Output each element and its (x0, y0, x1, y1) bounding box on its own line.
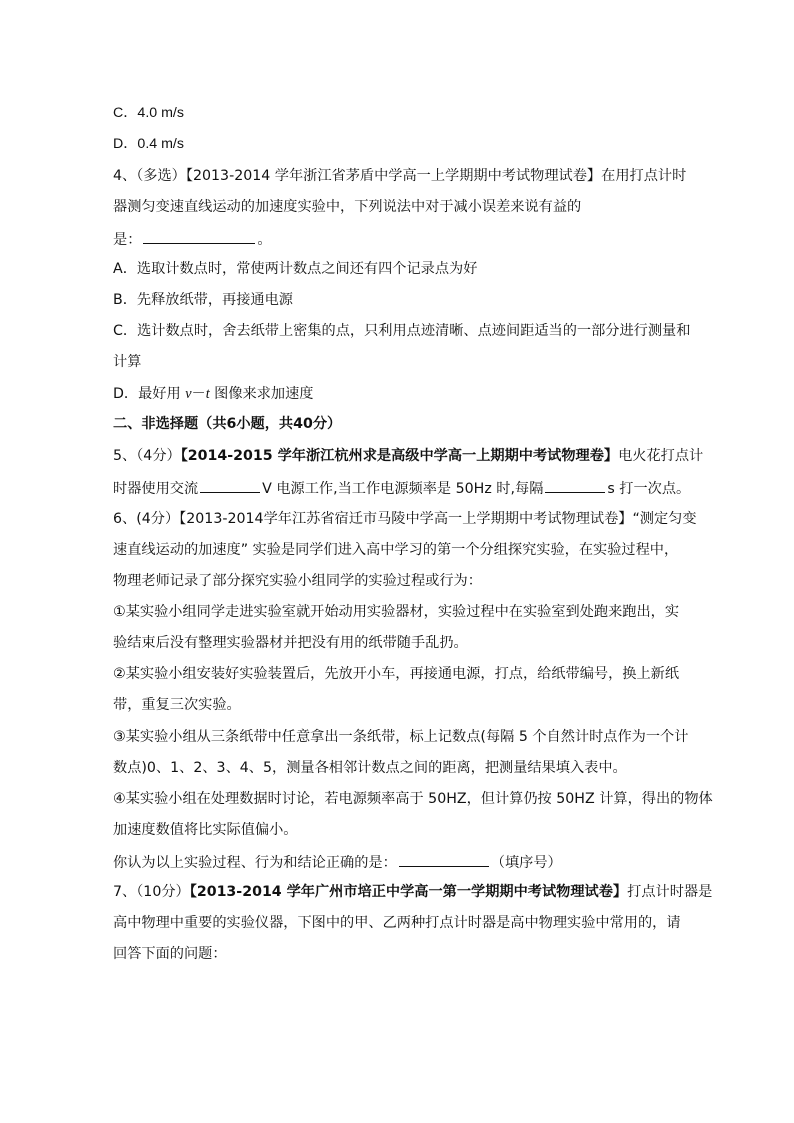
q5-stem-a: 电火花打点计 (618, 448, 704, 464)
q5-stem-b3: s 打一次点。 (607, 481, 691, 497)
q4-option-d (113, 384, 313, 404)
q5-blank-interval[interactable] (545, 477, 605, 493)
q5-source: 【2014-2015 学年浙江杭州求是高级中学高一上期期中考试物理卷】 (180, 448, 619, 464)
q4-option-d-minus: － (191, 386, 206, 402)
q4-option-d-t: t (205, 386, 210, 402)
q7-number: 7、（10分） (113, 884, 190, 900)
q5-stem-b2: V 电源工作,当工作电源频率是 50Hz 时,每隔 (262, 481, 544, 497)
q6-statement-1-line-2: 验结束后没有整理实验器材并把没有用的纸带随手乱扔。 (113, 635, 468, 651)
q6-statement-3-line-2: 数点)0、1、2、3、4、5，测量各相邻计数点之间的距离，把测量结果填入表中。 (113, 760, 627, 776)
q5-stem-b1: 时器使用交流 (113, 481, 199, 497)
q5-stem-line-2 (113, 477, 690, 499)
q6-stem-line-2: 速直线运动的加速度” 实验是同学们进入高中学习的第一个分组探究实验，在实验过程中， (113, 542, 679, 558)
q4-answer-blank[interactable] (143, 228, 255, 244)
q6-number: 6、(4分） (113, 511, 180, 527)
q5-number: 5、（4分） (113, 448, 181, 464)
q3-option-c: C．4.0 m/s (113, 105, 184, 121)
q6-statement-1-line-1: ①某实验小组同学走进实验室就开始动用实验器材，实验过程中在实验室到处跑来跑出，实 (113, 604, 680, 620)
q4-option-a: A．选取计数点时，常使两计数点之间还有四个记录点为好 (113, 261, 478, 277)
q4-option-d-pre: D．最好用 (113, 386, 186, 402)
q6-statement-2-line-1: ②某实验小组安装好实验装置后，先放开小车，再接通电源，打点，给纸带编号，换上新纸 (113, 666, 680, 682)
q6-stem-line-1 (113, 509, 697, 529)
q6-source: 【2013-2014学年江苏省宿迁市马陵中学高一上学期期中考试物理试卷】 (179, 511, 633, 527)
q4-option-d-post: 图像来求加速度 (209, 386, 314, 402)
q4-option-d-v: v (185, 386, 192, 402)
q4-stem-end: 。 (257, 232, 272, 248)
q5-stem-line-1 (113, 446, 703, 466)
q6-answer-blank[interactable] (399, 851, 489, 867)
q6-ask-end: （填序号） (490, 855, 562, 871)
q6-stem-a: “测定匀变 (632, 511, 697, 527)
q6-statement-3-line-1: ③某实验小组从三条纸带中任意拿出一条纸带，标上记数点(每隔 5 个自然计时点作为一个计 (113, 729, 689, 745)
q4-stem-line-3 (113, 228, 272, 250)
q4-option-c-line-2: 计算 (113, 354, 142, 370)
q6-statement-4-line-1: ④某实验小组在处理数据时讨论，若电源频率高于 50HZ，但计算仍按 50HZ 计算，得出的物体 (113, 791, 713, 807)
q7-stem-line-3: 回答下面的问题： (113, 946, 227, 962)
q4-option-b: B．先释放纸带，再接通电源 (113, 292, 293, 308)
q4-stem-line-1 (113, 166, 686, 186)
q6-question (113, 851, 562, 873)
q4-stem-c: 是： (113, 232, 142, 248)
q4-option-c-line-1: C．选计数点时，舍去纸带上密集的点，只利用点迹清晰、点迹间距适当的一部分进行测量和 (113, 323, 691, 339)
q4-number: 4、 (113, 168, 137, 184)
q6-stem-line-3: 物理老师记录了部分探究实验小组同学的实验过程或行为： (113, 573, 482, 589)
q7-source: 【2013-2014 学年广州市培正中学高一第一学期期中考试物理试卷】 (189, 884, 628, 900)
q7-stem-a: 打点计时器是 (627, 884, 713, 900)
q5-blank-voltage[interactable] (200, 477, 260, 493)
q4-source: 【2013-2014 学年浙江省茅盾中学高一上学期期中考试物理试卷】 (185, 168, 602, 184)
q4-stem-line-2: 器测匀变速直线运动的加速度实验中，下列说法中对于减小误差来说有益的 (113, 199, 582, 215)
q6-ask: 你认为以上实验过程、行为和结论正确的是： (113, 855, 397, 871)
q7-stem-line-1 (113, 882, 712, 902)
q6-statement-2-line-2: 带，重复三次实验。 (113, 697, 241, 713)
q6-statement-4-line-2: 加速度数值将比实际值偏小。 (113, 822, 298, 838)
q4-type: （多选） (136, 168, 186, 184)
section-2-heading: 二、非选择题（共6小题，共40分） (113, 416, 342, 432)
q7-stem-line-2: 高中物理中重要的实验仪器，下图中的甲、乙两种打点计时器是高中物理实验中常用的，请 (113, 915, 681, 931)
q4-stem-a: 在用打点计时 (601, 168, 687, 184)
q3-option-d: D．0.4 m/s (113, 136, 184, 152)
